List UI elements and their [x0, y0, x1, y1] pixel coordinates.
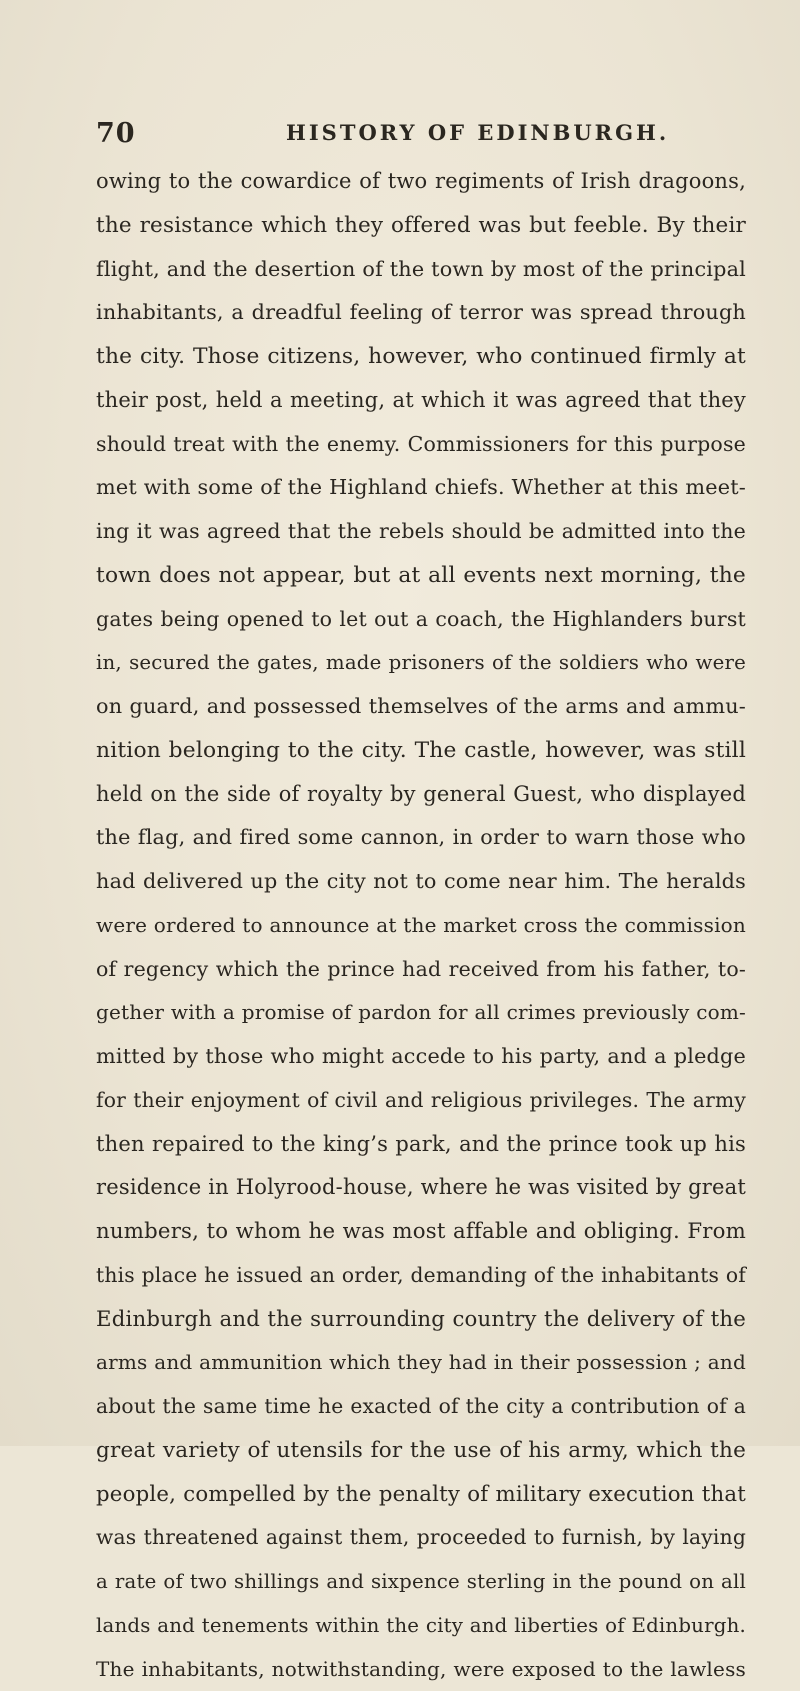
text-line: their post, held a meeting, at which it was agreed that they	[96, 379, 746, 423]
text-line: in, secured the gates, made prisoners of the soldiers who were	[96, 641, 746, 685]
text-line: met with some of the Highland chiefs. Whether at this meet-	[96, 466, 746, 510]
text-line: was threatened against them, proceeded to furnish, by laying	[96, 1516, 746, 1560]
text-line: lands and tenements within the city and liberties of Edinburgh.	[96, 1604, 746, 1648]
text-line: then repaired to the king’s park, and the prince took up his	[96, 1123, 746, 1167]
text-line: should treat with the enemy. Commissioners for this purpose	[96, 423, 746, 467]
text-line: the flag, and fired some cannon, in order to warn those who	[96, 816, 746, 860]
text-line: nition belonging to the city. The castle, however, was still	[96, 729, 746, 773]
text-line: were ordered to announce at the market cross the commission	[96, 904, 746, 948]
text-line: people, compelled by the penalty of military execution that	[96, 1473, 746, 1517]
text-line: about the same time he exacted of the city a contribution of a	[96, 1385, 746, 1429]
page-number: 70	[96, 118, 136, 149]
text-line: flight, and the desertion of the town by most of the principal	[96, 248, 746, 292]
text-line: mitted by those who might accede to his party, and a pledge	[96, 1035, 746, 1079]
text-line: gates being opened to let out a coach, the Highlanders burst	[96, 598, 746, 642]
text-line: residence in Holyrood-house, where he was visited by great	[96, 1166, 746, 1210]
body-text	[96, 160, 746, 1691]
text-line: for their enjoyment of civil and religious privileges. The army	[96, 1079, 746, 1123]
text-line: great variety of utensils for the use of his army, which the	[96, 1429, 746, 1473]
text-line: town does not appear, but at all events next morning, the	[96, 554, 746, 598]
page-header	[96, 118, 746, 158]
text-line: numbers, to whom he was most affable and obliging. From	[96, 1210, 746, 1254]
text-line: ing it was agreed that the rebels should be admitted into the	[96, 510, 746, 554]
text-line: arms and ammunition which they had in their possession ; and	[96, 1341, 746, 1385]
running-title: HISTORY OF EDINBURGH.	[286, 120, 669, 145]
text-line: had delivered up the city not to come near him. The heralds	[96, 860, 746, 904]
text-line: The inhabitants, notwithstanding, were exposed to the lawless	[96, 1648, 746, 1691]
text-line: Edinburgh and the surrounding country the delivery of the	[96, 1298, 746, 1342]
text-line: owing to the cowardice of two regiments of Irish dragoons,	[96, 160, 746, 204]
text-line: inhabitants, a dreadful feeling of terror was spread through	[96, 291, 746, 335]
text-line: gether with a promise of pardon for all crimes previously com-	[96, 991, 746, 1035]
text-line: the resistance which they offered was but feeble. By their	[96, 204, 746, 248]
text-line: of regency which the prince had received from his father, to-	[96, 948, 746, 992]
text-line: this place he issued an order, demanding of the inhabitants of	[96, 1254, 746, 1298]
text-line: held on the side of royalty by general Guest, who displayed	[96, 773, 746, 817]
text-line: the city. Those citizens, however, who continued firmly at	[96, 335, 746, 379]
text-line: a rate of two shillings and sixpence sterling in the pound on all	[96, 1560, 746, 1604]
text-line: on guard, and possessed themselves of the arms and ammu-	[96, 685, 746, 729]
